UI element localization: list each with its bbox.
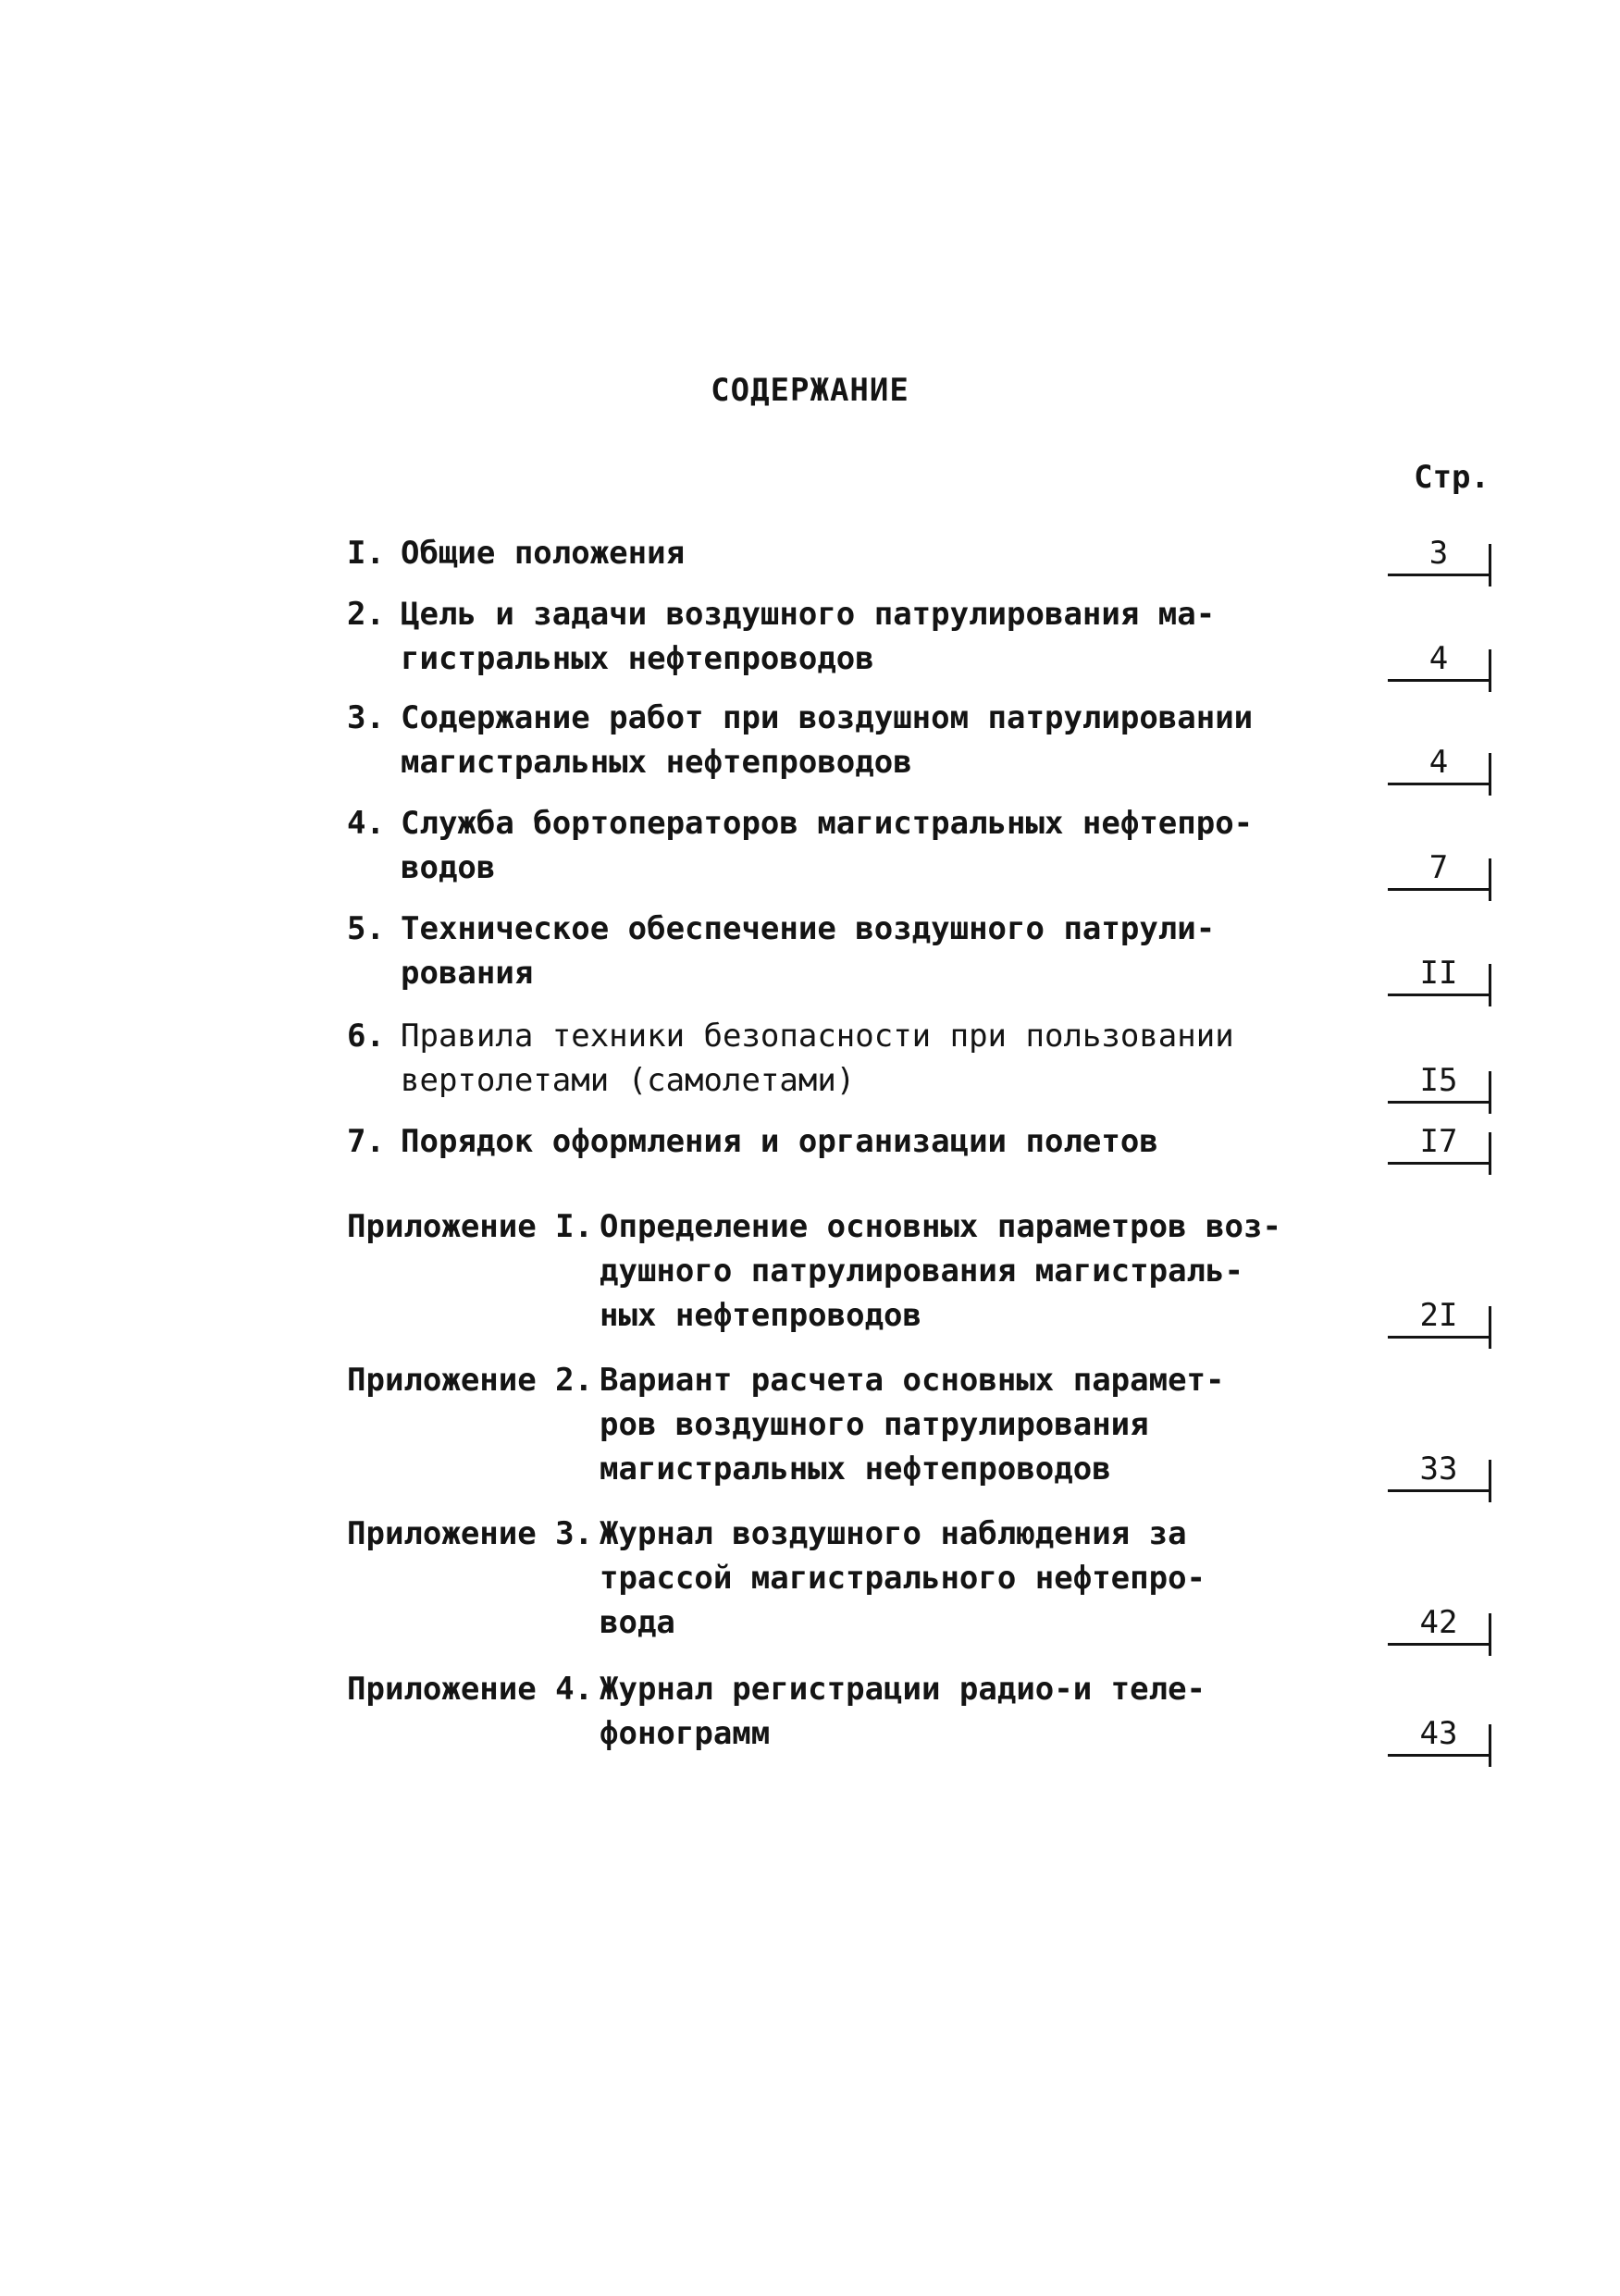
appendix-text: ров воздушного патрулирования — [600, 1406, 1149, 1443]
appendix-label: Приложение 4. — [347, 1671, 594, 1708]
toc-entry-number: 2. — [347, 596, 385, 633]
appendix-text: вода — [600, 1604, 675, 1641]
page-tick — [1489, 1132, 1491, 1175]
page-underline — [1388, 783, 1491, 785]
toc-entry-page: 7 — [1428, 849, 1449, 886]
page-underline — [1388, 1101, 1491, 1104]
toc-entry-text: водов — [401, 849, 496, 886]
page-tick — [1489, 544, 1491, 586]
toc-entry-text: Общие положения — [401, 535, 686, 572]
page-underline — [1388, 679, 1491, 682]
appendix-page: 42 — [1419, 1604, 1458, 1641]
page-tick — [1489, 1724, 1491, 1767]
toc-entry-text: Содержание работ при воздушном патрулировании — [401, 699, 1254, 736]
appendix-page: 43 — [1419, 1715, 1458, 1752]
toc-entry-number: I. — [347, 535, 385, 572]
toc-entry-number: 7. — [347, 1123, 385, 1160]
page-underline — [1388, 1754, 1491, 1757]
page-tick — [1489, 1613, 1491, 1656]
appendix-text: Вариант расчета основных парамет- — [600, 1362, 1225, 1399]
toc-entry-text: рования — [401, 955, 534, 992]
toc-entry-text: Техническое обеспечение воздушного патрули- — [401, 910, 1216, 947]
toc-entry-text: гистральных нефтепроводов — [401, 640, 874, 677]
toc-entry-text: Цель и задачи воздушного патрулирования ма- — [401, 596, 1216, 633]
page-column-header: Стр. — [1414, 459, 1490, 496]
page-underline — [1388, 1336, 1491, 1339]
toc-entry-text: вертолетами (самолетами) — [401, 1062, 856, 1099]
toc-entry-number: 5. — [347, 910, 385, 947]
page-underline — [1388, 1162, 1491, 1165]
toc-entry-page: 3 — [1428, 535, 1449, 572]
page-underline — [1388, 574, 1491, 576]
appendix-text: трассой магистрального нефтепро- — [600, 1560, 1206, 1597]
page-underline — [1388, 888, 1491, 891]
page-title: СОДЕРЖАНИЕ — [711, 372, 909, 409]
page-tick — [1489, 649, 1491, 692]
appendix-text: фонограмм — [600, 1715, 771, 1752]
appendix-page: 33 — [1419, 1450, 1458, 1487]
page-tick — [1489, 858, 1491, 901]
page-tick — [1489, 964, 1491, 1006]
page-tick — [1489, 1306, 1491, 1349]
toc-entry-number: 4. — [347, 805, 385, 842]
toc-entry-text: Правила техники безопасности при пользовании — [401, 1018, 1234, 1055]
page-underline — [1388, 994, 1491, 996]
appendix-text: ных нефтепроводов — [600, 1297, 921, 1334]
toc-entry-text: магистральных нефтепроводов — [401, 744, 912, 781]
toc-entry-number: 3. — [347, 699, 385, 736]
appendix-text: магистральных нефтепроводов — [600, 1450, 1111, 1487]
appendix-page: 2I — [1419, 1297, 1458, 1334]
appendix-text: Определение основных параметров воз- — [600, 1208, 1281, 1245]
toc-entry-text: Порядок оформления и организации полетов — [401, 1123, 1158, 1160]
appendix-label: Приложение 2. — [347, 1362, 594, 1399]
appendix-text: Журнал воздушного наблюдения за — [600, 1515, 1187, 1552]
page-tick — [1489, 753, 1491, 796]
page-tick — [1489, 1071, 1491, 1114]
toc-entry-text: Служба бортоператоров магистральных нефтепро- — [401, 805, 1254, 842]
page-underline — [1388, 1643, 1491, 1646]
toc-entry-page: I5 — [1419, 1062, 1458, 1099]
toc-entry-number: 6. — [347, 1018, 385, 1055]
appendix-text: душного патрулирования магистраль- — [600, 1253, 1243, 1290]
toc-entry-page: 4 — [1428, 640, 1449, 677]
toc-entry-page: 4 — [1428, 744, 1449, 781]
page-underline — [1388, 1489, 1491, 1492]
toc-entry-page: I7 — [1419, 1123, 1458, 1160]
page-tick — [1489, 1460, 1491, 1502]
appendix-text: Журнал регистрации радио-и теле- — [600, 1671, 1206, 1708]
appendix-label: Приложение I. — [347, 1208, 594, 1245]
toc-entry-page: II — [1419, 955, 1458, 992]
appendix-label: Приложение 3. — [347, 1515, 594, 1552]
